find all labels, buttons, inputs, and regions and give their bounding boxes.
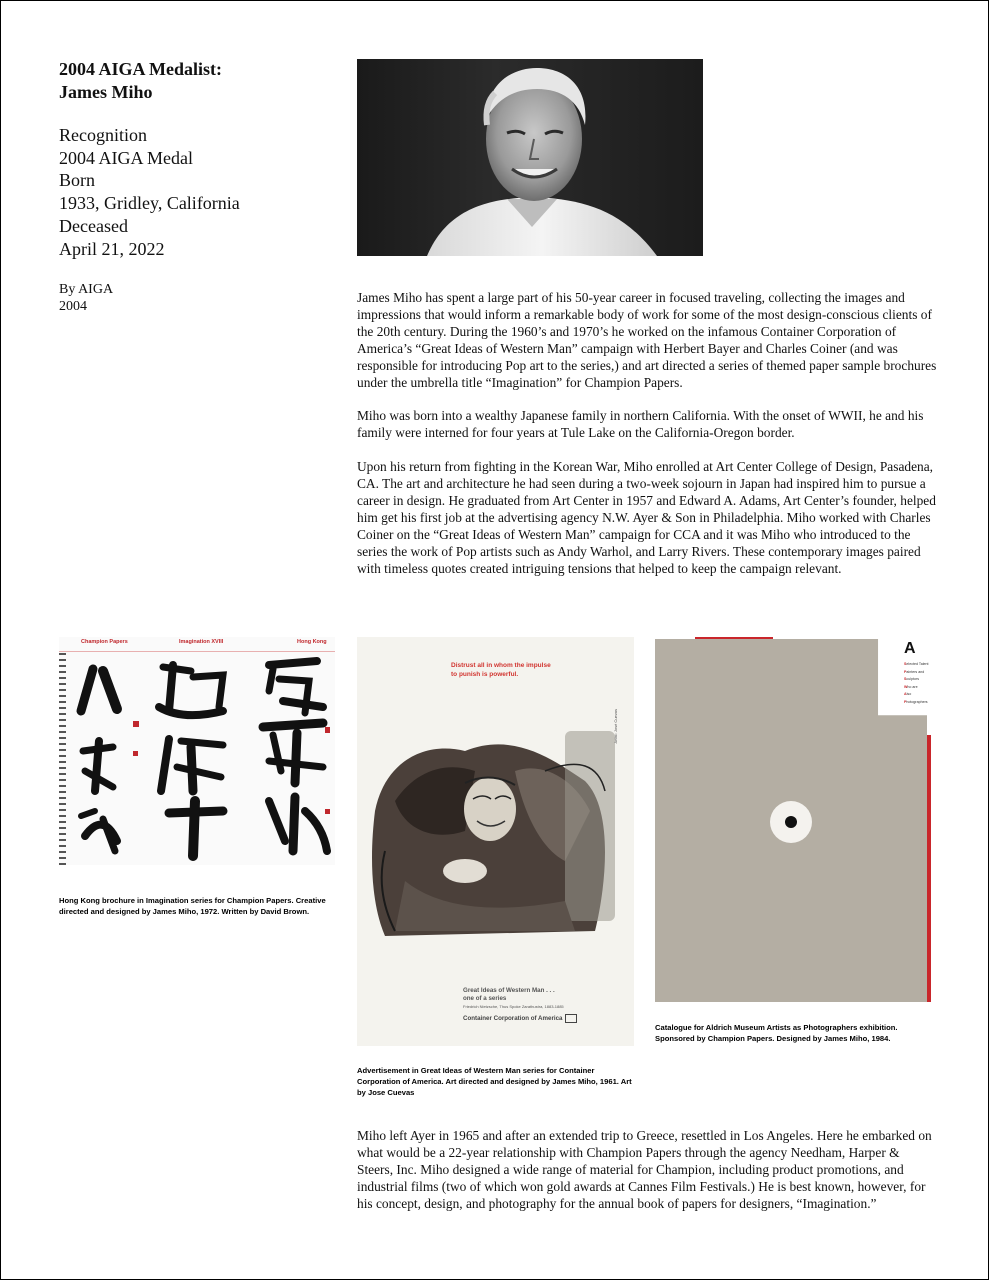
calligraphy-brush-strokes (73, 651, 331, 861)
poster-illustration (365, 691, 625, 941)
poster-caption: Advertisement in Great Ideas of Western Man series for Container Corporation of America. Art directed and designed by James Miho, 1961. Art by Jose Cuevas (357, 1066, 632, 1097)
poster-series-subtitle: one of a series (463, 995, 507, 1002)
catalogue-title-list (904, 661, 929, 707)
poster-footer (463, 987, 577, 1024)
fact-value-deceased: April 21, 2022 (59, 238, 165, 259)
page-title (59, 58, 319, 104)
catalogue-line-5: Also (904, 692, 912, 697)
brochure-city: Hong Kong (297, 639, 327, 645)
byline-author: By AIGA (59, 282, 114, 297)
portrait-illustration (357, 59, 703, 256)
catalogue-line-4: Who are (904, 684, 918, 689)
article-body-continued (357, 1128, 937, 1230)
fact-label-deceased: Deceased (59, 215, 128, 236)
body-paragraph-2: Miho was born into a wealthy Japanese family in northern California. With the onset of WWII, he and his family were interned for four years at Tule Lake on the California-Oregon border. (357, 408, 924, 441)
catalogue-disc (770, 801, 812, 843)
poster-quote: Distrust all in whom the impulse to punish is powerful. (451, 662, 551, 678)
hongkong-caption: Hong Kong brochure in Imagination series for Champion Papers. Creative directed and designed by James Miho, 1972. Written by David Brown. (59, 896, 326, 916)
catalogue-line-6: Photographers (904, 699, 928, 704)
catalogue-letter: A (904, 640, 916, 657)
brochure-brand: Champion Papers (81, 639, 128, 645)
catalogue-line-3: Sculptors (904, 677, 919, 682)
poster-artist-credit: Artist: José Cuevas (613, 709, 618, 744)
brochure-edition: Imagination XVIII (179, 639, 224, 645)
fact-list (59, 124, 339, 260)
catalogue-line-2: Painters and (904, 669, 925, 674)
body-paragraph-4: Miho left Ayer in 1965 and after an extended trip to Greece, resettled in Los Angeles. Here he embarked on what would be a 22-year relationship with Champion Papers through the agency Needham, Harper & Steers, Inc. Miho designed a wide range of material for Champion, including product promotions, and industrial films (two of which won gold awards at Cannes Film Festivals.) He is best known, however, for his concept, design, and photography for the annual book of papers for designers, “Imagination.” (357, 1128, 932, 1211)
fact-value-recognition: 2004 AIGA Medal (59, 147, 193, 168)
cca-logo-icon (565, 1014, 577, 1023)
fact-label-recognition: Recognition (59, 125, 147, 145)
catalogue-line-1: Selected Talent (904, 662, 929, 666)
title-line-1: 2004 AIGA Medalist: (59, 59, 223, 79)
spiral-binding (59, 653, 66, 865)
byline (59, 281, 259, 315)
byline-year: 2004 (59, 299, 87, 314)
article-body (357, 290, 937, 595)
fact-value-born: 1933, Gridley, California (59, 193, 240, 214)
hongkong-brochure-image (59, 637, 335, 865)
catalogue-caption: Catalogue for Aldrich Museum Artists as Photographers exhibition. Sponsored by Champion Papers. Designed by James Miho, 1984. (655, 1023, 898, 1043)
fact-label-born: Born (59, 170, 95, 191)
catalogue-disc-hole (785, 816, 797, 828)
body-paragraph-1: James Miho has spent a large part of his 50-year career in focused traveling, collecting the images and impressions that would inform a remarkable body of work for some of the most design-conscious clients of the 20th century. During the 1960’s and 1970’s he worked on the infamous Container Corporation of America’s “Great Ideas of Western Man” campaign with Herbert Bayer and Charles Coiner (and was responsible for introducing Pop art to the series,) and art directed a series of themed paper sample brochures under the umbrella title “Imagination” for Champion Papers. (357, 290, 937, 390)
poster-series-title: Great Ideas of Western Man . . . (463, 987, 555, 994)
poster-attribution: Friedrich Nietzsche, Thus Spoke Zarathustra, 1883-1885 (463, 1004, 564, 1009)
title-line-2: James Miho (59, 82, 153, 102)
portrait-photo (357, 59, 703, 256)
poster-sponsor-name: Container Corporation of America (463, 1015, 563, 1023)
aldrich-catalogue-image (655, 637, 931, 1002)
great-ideas-poster-image (357, 637, 634, 1046)
body-paragraph-3: Upon his return from fighting in the Korean War, Miho enrolled at Art Center College of Design, Pasadena, CA. The art and architecture he had seen during a two-week sojourn in Japan had inspired him to pursue a career in design. He graduated from Art Center in 1957 and Edward A. Adams, Art Center’s founder, helped him get his first job at the advertising agency N.W. Ayer & Son in Philadelphia. Miho worked with Charles Coiner on the “Great Ideas of Western Man” campaign for CCA and it was Miho who introduced to the series the work of Pop artists such as Andy Warhol, and Larry Rivers. These contemporary images paired with timeless quotes created intriguing tensions that helped to keep the campaign relevant. (357, 459, 936, 576)
poster-sponsor (463, 1014, 577, 1024)
